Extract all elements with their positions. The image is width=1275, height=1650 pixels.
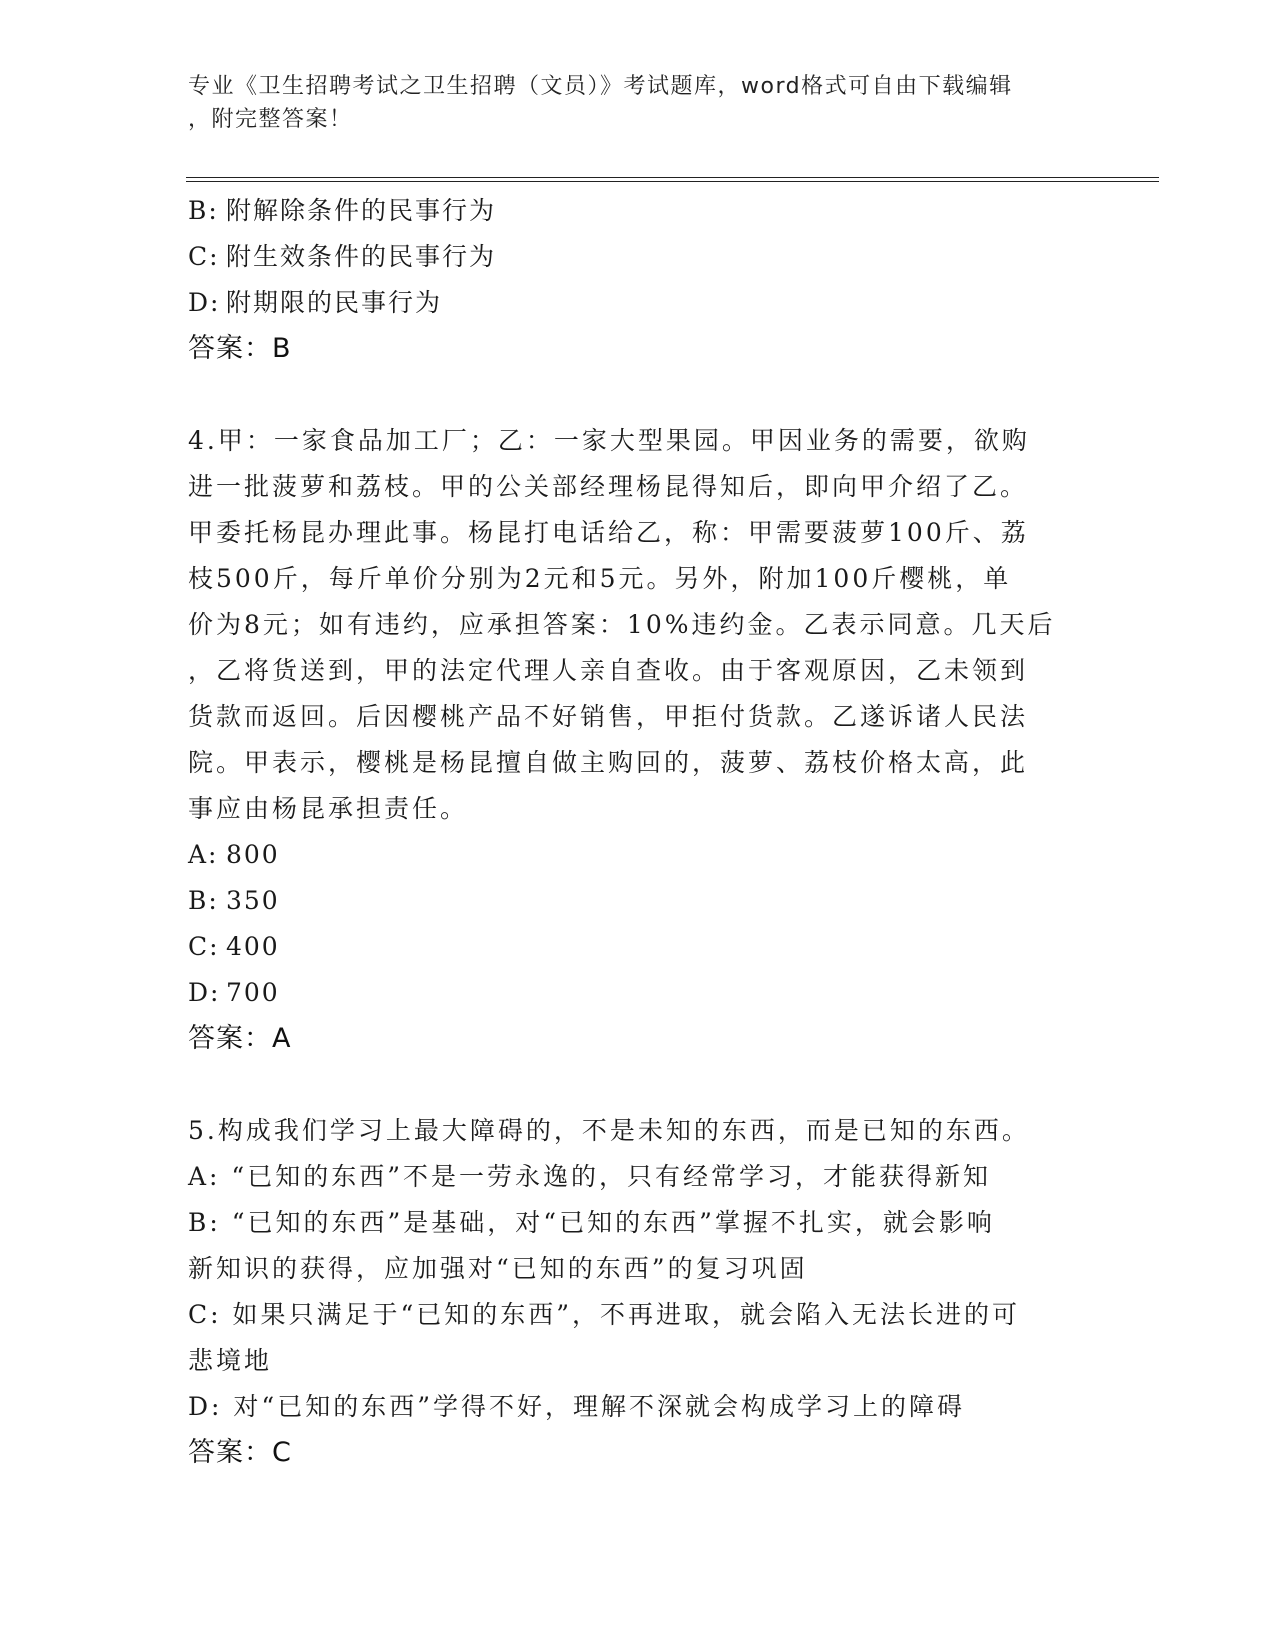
answer: 答案：C xyxy=(188,1437,292,1468)
question-4 xyxy=(188,418,1088,1062)
question-line: ，乙将货送到，甲的法定代理人亲自查收。由于客观原因，乙未领到 xyxy=(188,656,1029,685)
option-a: A: 800 xyxy=(188,840,280,869)
question-line: 事应由杨昆承担责任。 xyxy=(188,794,469,823)
option-line: D: 对“已知的东西”学得不好，理解不深就会构成学习上的障碍 xyxy=(188,1392,965,1421)
question-line: 4.甲：一家食品加工厂；乙：一家大型果园。甲因业务的需要，欲购 xyxy=(188,426,1030,455)
header-rule-bottom xyxy=(186,181,1159,182)
question-line: 枝500斤，每斤单价分别为2元和5元。另外，附加100斤樱桃，单 xyxy=(188,564,1012,593)
header-line-2: ，附完整答案！ xyxy=(188,107,353,132)
option-line: C: 如果只满足于“已知的东西”，不再进取，就会陷入无法长进的可 xyxy=(188,1300,1021,1329)
option-d: D: 附期限的民事行为 xyxy=(188,288,443,317)
question-3 xyxy=(188,188,1088,372)
header-line-1: 专业《卫生招聘考试之卫生招聘（文员）》考试题库，word格式可自由下载编辑 xyxy=(188,74,1013,99)
question-line: 进一批菠萝和荔枝。甲的公关部经理杨昆得知后，即向甲介绍了乙。 xyxy=(188,472,1029,501)
question-5 xyxy=(188,1108,1088,1476)
question-line: 院。甲表示，樱桃是杨昆擅自做主购回的，菠萝、荔枝价格太高，此 xyxy=(188,748,1029,777)
header-rule-top xyxy=(186,177,1159,178)
option-line: B: “已知的东西”是基础，对“已知的东西”掌握不扎实，就会影响 xyxy=(188,1208,995,1237)
question-line: 甲委托杨昆办理此事。杨昆打电话给乙，称：甲需要菠萝100斤、荔 xyxy=(188,518,1029,547)
option-b: B: 附解除条件的民事行为 xyxy=(188,196,497,225)
option-c: C: 附生效条件的民事行为 xyxy=(188,242,497,271)
question-line: 5.构成我们学习上最大障碍的，不是未知的东西，而是已知的东西。 xyxy=(188,1116,1030,1145)
option-c: C: 400 xyxy=(188,932,280,961)
question-line: 价为8元；如有违约，应承担答案：10%违约金。乙表示同意。几天后 xyxy=(188,610,1056,639)
document-body xyxy=(188,188,1088,1476)
answer: 答案：B xyxy=(188,333,292,364)
question-line: 货款而返回。后因樱桃产品不好销售，甲拒付货款。乙遂诉诸人民法 xyxy=(188,702,1029,731)
option-line: 新知识的获得，应加强对“已知的东西”的复习巩固 xyxy=(188,1254,808,1283)
option-d: D: 700 xyxy=(188,978,280,1007)
spacer xyxy=(188,372,1088,418)
option-b: B: 350 xyxy=(188,886,280,915)
spacer xyxy=(188,1062,1088,1108)
document-header xyxy=(188,70,1068,136)
option-line: A: “已知的东西”不是一劳永逸的，只有经常学习，才能获得新知 xyxy=(188,1162,991,1191)
option-line: 悲境地 xyxy=(188,1346,273,1375)
answer: 答案：A xyxy=(188,1023,292,1054)
